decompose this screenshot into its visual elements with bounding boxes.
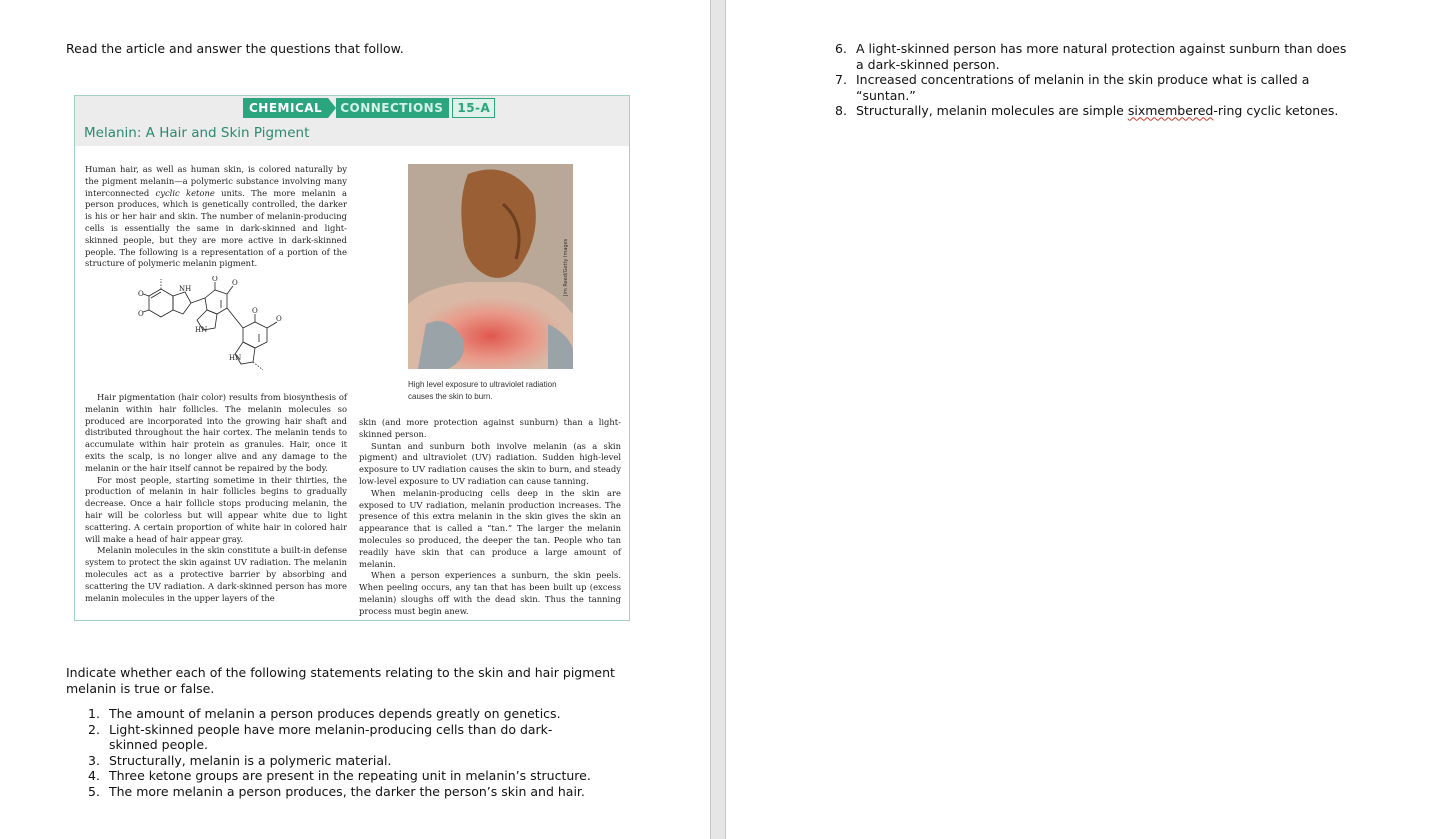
- intro-paragraph: [85, 164, 347, 270]
- chem-label-nh: NH: [179, 285, 192, 293]
- item-number: 4.: [88, 768, 100, 784]
- paragraph: For most people, starting sometime in their thirties, the production of melanin in hair follicles begins to gradually decrease. Once a hair follicle stops producing melanin, the hair will be colorless but will appear white due to light scattering. A certain proportion of white hair in colored hair will make a head of hair appear gray.: [85, 474, 347, 544]
- list-item: [835, 103, 1355, 119]
- chem-label-hn-1: HN: [195, 326, 208, 334]
- document-page-right: [726, 0, 1439, 839]
- statement-list-left: [88, 706, 598, 800]
- item-text: Three ketone groups are present in the repeating unit in melanin’s structure.: [109, 768, 591, 784]
- item-text: Increased concentrations of melanin in the skin produce what is called a “suntan.”: [856, 72, 1310, 103]
- list-item: [88, 722, 598, 753]
- paragraph: Hair pigmentation (hair color) results from biosynthesis of melanin within hair follicles. The melanin molecules so produced are incorporated into the growing hair shaft and distributed throughout the hair cortex. The melanin tends to accumulate within hair protein as granules. Hair, once it exits the scalp, is no longer alive and any damage to the melanin or the hair itself cannot be repaired by the body.: [85, 392, 347, 473]
- item-text: A light-skinned person has more natural protection against sunburn than does a dark-skinned person.: [856, 41, 1347, 72]
- item-text: -ring cyclic ketones.: [1213, 103, 1339, 119]
- list-item: [835, 72, 1355, 103]
- list-item: [88, 706, 598, 722]
- badge-arrow-icon: [328, 98, 336, 118]
- chem-label-o-3: O: [212, 276, 218, 283]
- list-item: [88, 753, 598, 769]
- figure-header: [75, 96, 629, 146]
- item-text: The more melanin a person produces, the darker the person’s skin and hair.: [109, 783, 585, 799]
- item-number: 1.: [88, 706, 100, 721]
- chemical-connections-figure: [74, 95, 630, 621]
- instruction-text: Read the article and answer the questions that follow.: [66, 41, 404, 56]
- badge-number: 15-A: [452, 98, 495, 118]
- paragraph: When melanin-producing cells deep in the skin are exposed to UV radiation, melanin production increases. The presence of this extra melanin in the skin gives the skin an appearance that is called a “tan.” The larger the melanin molecules so produced, the deeper the tan. People who tan readily have skin that can produce a large amount of melanin.: [359, 487, 621, 569]
- photo-caption: High level exposure to ultraviolet radiation causes the skin to burn.: [408, 380, 557, 401]
- intro-emphasis: cyclic ketone: [155, 187, 215, 198]
- item-text: Light-skinned people have more melanin-producing cells than do dark-skinned people.: [109, 721, 553, 753]
- intro-text-2: units. The more melanin a person produces, which is genetically controlled, the darker is his or her hair and skin. The number of melanin-producing cells is essentially the same in dark-skinned and light-skinned people, but they are more active in dark-skinned people. The following is a representation of a portion of the structure of polymeric melanin pigment.: [85, 187, 347, 269]
- list-item: [88, 784, 598, 800]
- list-item: [835, 41, 1355, 72]
- statement-list-right: [835, 41, 1355, 119]
- chem-label-o-6: O: [276, 315, 282, 323]
- section-badge: [243, 98, 495, 118]
- item-number: 7.: [835, 72, 847, 88]
- item-number: 5.: [88, 783, 100, 799]
- photo-credit: Jim Reed/Getty Images: [563, 238, 569, 296]
- article-column-2: [359, 417, 621, 618]
- figure-title: Melanin: A Hair and Skin Pigment: [84, 125, 310, 141]
- item-number: 6.: [835, 41, 847, 56]
- paragraph: Melanin molecules in the skin constitute a built-in defense system to protect the skin against UV radiation. The melanin molecules act as a protective barrier by absorbing and scattering the UV radiation. A dark-skinned person has more melanin molecules in the upper layers of the: [85, 545, 347, 603]
- question-prompt: Indicate whether each of the following statements relating to the skin and hair pigment melanin is true or false.: [66, 665, 615, 696]
- chem-label-o-4: O: [232, 279, 238, 287]
- melanin-structure-diagram: [135, 276, 335, 386]
- item-number: 8.: [835, 103, 847, 119]
- badge-chemical: CHEMICAL: [243, 98, 328, 118]
- item-text: Structurally, melanin is a polymeric material.: [109, 752, 392, 768]
- paragraph: Suntan and sunburn both involve melanin (as a skin pigment) and ultraviolet (UV) radiation. Sudden high-level exposure to UV radiation causes the skin to burn, and steady low-level exposure to UV radiation can cause tanning.: [359, 440, 621, 486]
- paragraph: skin (and more protection against sunburn) than a light-skinned person.: [359, 417, 621, 439]
- item-number: 2.: [88, 721, 100, 737]
- intro-text-1: Human hair, as well as human skin, is colored naturally by the pigment melanin—a polymeric substance involving many interconnected: [85, 164, 347, 198]
- item-number: 3.: [88, 752, 100, 768]
- item-text: Structurally, melanin molecules are simple: [856, 103, 1128, 119]
- chem-label-o-1: O: [138, 290, 144, 298]
- chem-label-hn-2: HN: [229, 354, 242, 362]
- chem-label-o-5: O: [252, 307, 258, 315]
- list-item: [88, 768, 598, 784]
- chem-label-o-2: O: [138, 310, 144, 318]
- article-column-1: [85, 392, 347, 604]
- sunburn-photo: [408, 164, 573, 369]
- badge-connections: CONNECTIONS: [336, 98, 449, 118]
- item-text: The amount of melanin a person produces depends greatly on genetics.: [109, 706, 561, 721]
- paragraph: When a person experiences a sunburn, the skin peels. When peeling occurs, any tan that has been built up (excess melanin) sloughs off with the dead skin. Thus the tanning process must begin anew.: [359, 570, 621, 616]
- page-gutter: [710, 0, 726, 839]
- spelling-error-word[interactable]: sixmembered: [1127, 103, 1214, 119]
